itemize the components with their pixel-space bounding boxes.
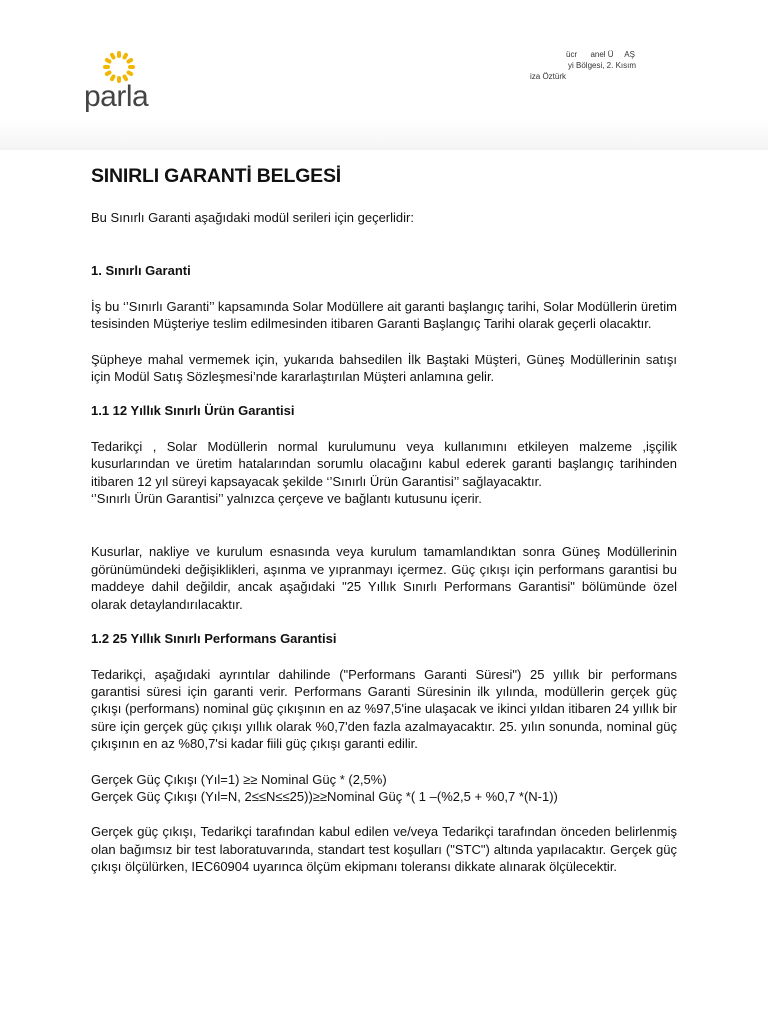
intro-paragraph: Bu Sınırlı Garanti aşağıdaki modül serileri için geçerlidir: [91, 210, 414, 225]
company-address-line-1: ücr anel Ü AŞ [566, 50, 635, 59]
company-address-line-2: yi Bölgesi, 2. Kısım [568, 61, 637, 70]
section-1-1-paragraph-1b: ‘’Sınırlı Ürün Garantisi’’ yalnızca çerçeve ve bağlantı kutusunu içerir. [91, 491, 482, 507]
logo-text: parla [84, 80, 149, 113]
formula-line-2: Gerçek Güç Çıkışı (Yıl=N, 2≤≤N≤≤25))≥≥Nominal Güç *( 1 –(%2,5 + %0,7 *(N-1)) [91, 788, 558, 804]
section-1-paragraph-1: İş bu ‘’Sınırlı Garanti’’ kapsamında Solar Modüllere ait garanti başlangıç tarihi, Solar Modüllerin üretim tesisinden Müşteriye teslim edilmesinden itibaren Garanti Başlangıç Tarihi olarak geçerli olacaktır. [91, 298, 677, 332]
sun-icon [99, 50, 139, 84]
section-1-2-paragraph-2: Gerçek güç çıkışı, Tedarikçi tarafından kabul edilen ve/veya Tedarikçi tarafından önceden belirlenmiş olan bağımsız bir test laboratuvarında, standart test koşulları ("STC") altında yapılacaktır. Gerçek güç çıkışı ölçülürken, IEC60904 uyarınca ölçüm ekipmanı toleransı dikkate alınarak ölçülecektir. [91, 824, 677, 875]
section-1-paragraph-2: Şüpheye mahal vermemek için, yukarıda bahsedilen İlk Baştaki Müşteri, Güneş Modüllerinin satışı için Modül Satış Sözleşmesi’nde kararlaştırılan Müşteri anlamına gelir. [91, 351, 677, 385]
document-title: SINIRLI GARANTİ BELGESİ [91, 165, 341, 187]
section-1-1-paragraph-2: Kusurlar, nakliye ve kurulum esnasında veya kurulum tamamlandıktan sonra Güneş Modüllerinin görünümündeki değişiklikleri, aşınma ve yıpranmayı içermez. Güç çıkışı için performans garantisi bu maddeye dahil değildir, ancak aşağıdaki "25 Yıllık Sınırlı Performans Garantisi" bölümünde özel olarak detaylandırılacaktır. [91, 544, 677, 612]
section-1-heading: 1. Sınırlı Garanti [91, 263, 191, 279]
section-1-1-heading: 1.1 12 Yıllık Sınırlı Ürün Garantisi [91, 403, 295, 419]
document-body [91, 160, 677, 876]
section-1-2-paragraph-1: Tedarikçi, aşağıdaki ayrıntılar dahilinde ("Performans Garanti Süresi") 25 yıllık bir performans garantisi süresi için garanti verir. Performans Garanti Süresinin ilk yılında, modüllerin gerçek güç çıkışı (performans) nominal güç çıkışının en az %97,5'ine ulaşacak ve ikinci yıldan itibaren 24 yıllık bir süre için gerçek güç çıkışı yıllık olarak %0,7'den fazla azalmayacaktır. 25. yılın sonunda, nominal güç çıkışının en az %80,7'si kadar fiili güç çıkışı garanti edilir. [91, 666, 677, 752]
section-1-2-heading: 1.2 25 Yıllık Sınırlı Performans Garantisi [91, 631, 337, 647]
company-address-line-3: iza Öztürk [530, 72, 567, 81]
section-1-1-paragraph-1: Tedarikçi , Solar Modüllerin normal kurulumunu veya kullanımını etkileyen malzeme ,işçilik kusurlarından ve üretim hatalarından sorumlu olacağını kabul ederek garanti başlangıç tarihinden itibaren 12 yıl süreyi kapsayacak şekilde ‘’Sınırlı Ürün Garantisi’’ sağlayacaktır. [91, 438, 677, 489]
page-header [0, 0, 768, 150]
parla-logo [84, 50, 164, 112]
formula-line-1: Gerçek Güç Çıkışı (Yıl=1) ≥≥ Nominal Güç * (2,5%) [91, 771, 387, 787]
